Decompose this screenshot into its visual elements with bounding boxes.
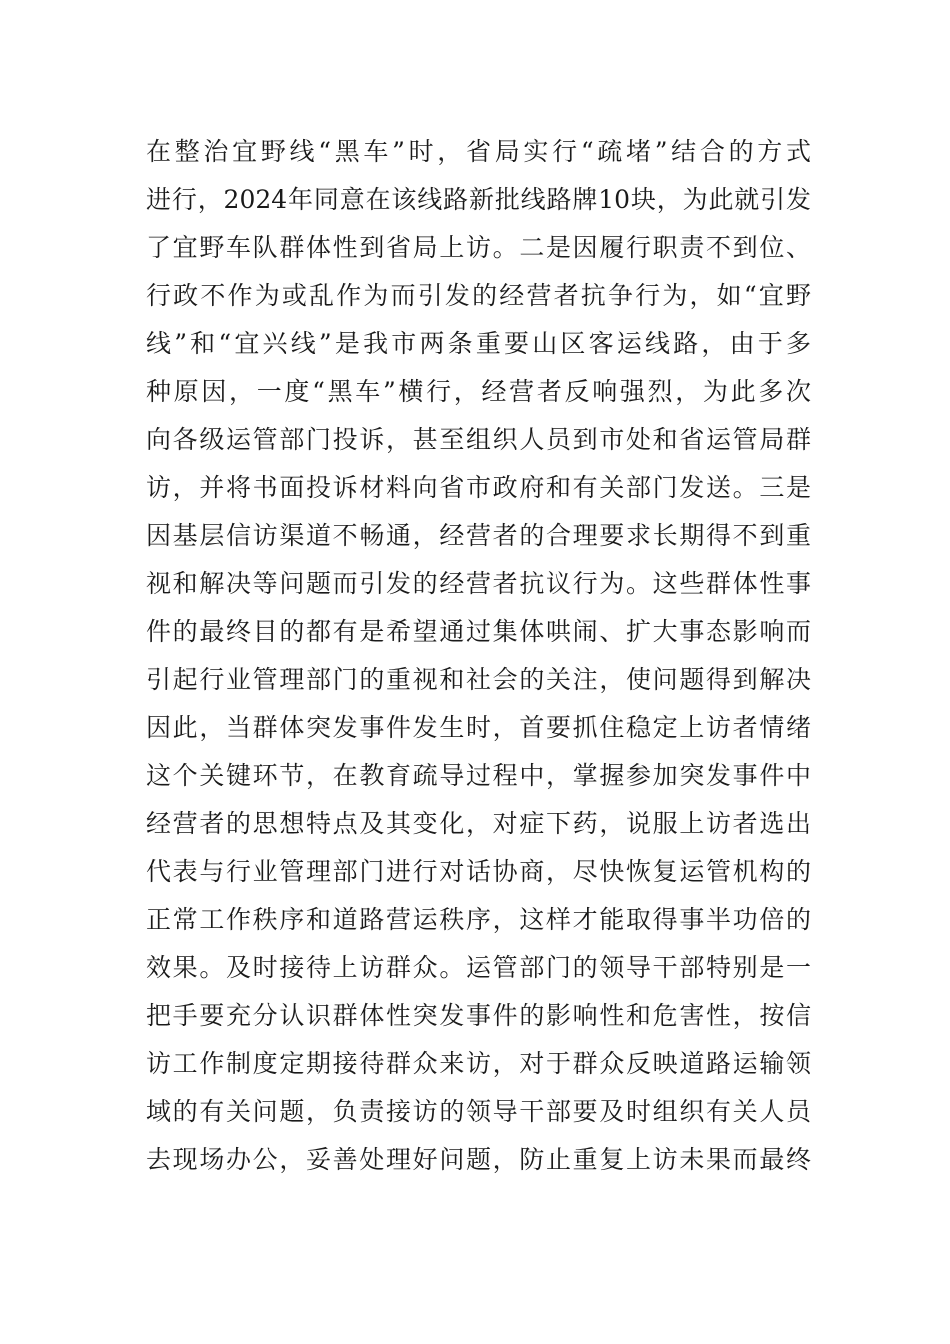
text-line: 去现场办公，妥善处理好问题，防止重复上访未果而最终 [146,1145,811,1174]
text-line: 域的有关问题，负责接访的领导干部要及时组织有关人员 [146,1097,811,1126]
text-line: 效果。及时接待上访群众。运管部门的领导干部特别是一 [146,953,811,982]
text-line: 视和解决等问题而引发的经营者抗议行为。这些群体性事 [146,569,811,598]
text-line: 访工作制度定期接待群众来访，对于群众反映道路运输领 [146,1049,811,1078]
text-line: 了宜野车队群体性到省局上访。二是因履行职责不到位、 [146,233,811,262]
text-line: 访，并将书面投诉材料向省市政府和有关部门发送。三是 [146,473,811,502]
text-line: 正常工作秩序和道路营运秩序，这样才能取得事半功倍的 [146,905,811,934]
text-line: 这个关键环节，在教育疏导过程中，掌握参加突发事件中 [146,761,811,790]
body-text [146,128,811,1184]
text-line: 在整治宜野线“黑车”时，省局实行“疏堵”结合的方式 [146,137,811,166]
text-line: 进行，2024年同意在该线路新批线路牌10块，为此就引发 [146,185,811,214]
text-line: 线”和“宜兴线”是我市两条重要山区客运线路，由于多 [146,329,811,358]
text-line: 件的最终目的都有是希望通过集体哄闹、扩大事态影响而 [146,617,811,646]
text-line: 经营者的思想特点及其变化，对症下药，说服上访者选出 [146,809,811,838]
text-line: 因此，当群体突发事件发生时，首要抓住稳定上访者情绪 [146,713,811,742]
text-line: 把手要充分认识群体性突发事件的影响性和危害性，按信 [146,1001,811,1030]
text-line: 种原因，一度“黑车”横行，经营者反响强烈，为此多次 [146,377,811,406]
text-line: 因基层信访渠道不畅通，经营者的合理要求长期得不到重 [146,521,811,550]
text-line: 代表与行业管理部门进行对话协商，尽快恢复运管机构的 [146,857,811,886]
text-line: 向各级运管部门投诉，甚至组织人员到市处和省运管局群 [146,425,811,454]
text-line: 引起行业管理部门的重视和社会的关注，使问题得到解决 [146,665,811,694]
text-line: 行政不作为或乱作为而引发的经营者抗争行为，如“宜野 [146,281,811,310]
